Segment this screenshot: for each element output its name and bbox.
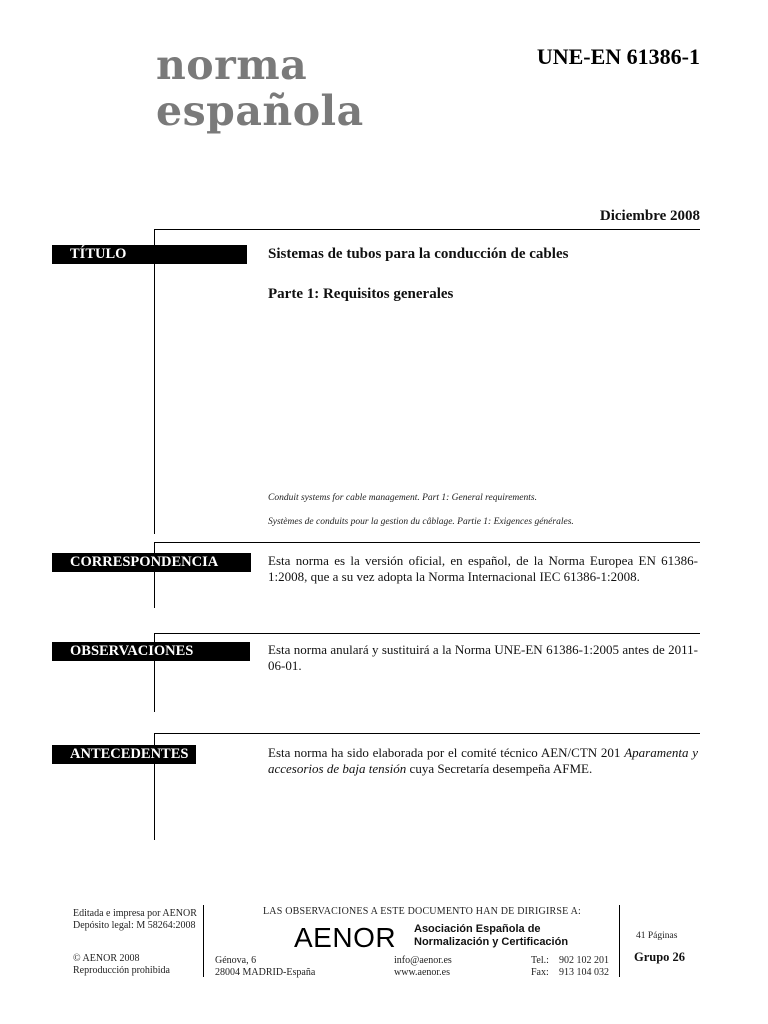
- postal-address: [215, 955, 315, 979]
- website-link[interactable]: www.aenor.es: [394, 967, 451, 978]
- copyright-info: [73, 953, 170, 977]
- document-title: Sistemas de tubos para la conducción de cables: [268, 246, 569, 262]
- observations-notice: LAS OBSERVACIONES A ESTE DOCUMENTO HAN DE DIRIGIRSE A:: [263, 906, 581, 917]
- document-part-title: Parte 1: Requisitos generales: [268, 286, 454, 302]
- reproduction-notice: Reproducción prohibida: [73, 965, 170, 976]
- section-label-observaciones: OBSERVACIONES: [52, 642, 250, 661]
- contact-phone-labels: [531, 955, 549, 979]
- fax-number: 913 104 032: [559, 967, 609, 978]
- observaciones-top-rule: [154, 633, 700, 634]
- section-label-correspondencia: CORRESPONDENCIA: [52, 553, 251, 572]
- tel-number: 902 102 201: [559, 955, 609, 966]
- committee-name: Aparamenta y accesorios de baja tensión: [268, 745, 698, 776]
- standard-code: UNE-EN 61386-1: [536, 44, 700, 69]
- titulo-vertical-rule: [154, 229, 155, 534]
- antecedentes-top-rule: [154, 733, 700, 734]
- antecedentes-text-tail: cuya Secretaría desempeña AFME.: [406, 761, 593, 776]
- publication-date: Diciembre 2008: [599, 208, 700, 224]
- page-count: 41 Páginas: [636, 931, 678, 941]
- section-label-antecedentes: ANTECEDENTES: [52, 745, 196, 764]
- edition-info: [73, 908, 197, 932]
- correspondencia-text: Esta norma es la versión oficial, en español, de la Norma Europea EN 61386-1:2008, que a su vez adopta la Norma Internacional IEC 61386-1:2008.: [268, 553, 698, 584]
- email-link[interactable]: info@aenor.es: [394, 955, 452, 966]
- edition-line-1: Editada e impresa por AENOR: [73, 908, 197, 919]
- brand-line-1: norma: [156, 41, 308, 89]
- legal-deposit: Depósito legal: M 58264:2008: [73, 920, 196, 931]
- tel-label: Tel.:: [531, 955, 549, 966]
- correspondencia-top-rule: [154, 542, 700, 543]
- brand-line-2: española: [156, 87, 364, 135]
- organization-name-line-1: Asociación Española de: [414, 923, 541, 935]
- address-street: Génova, 6: [215, 955, 257, 966]
- price-group: Grupo 26: [634, 950, 686, 964]
- french-title: Systèmes de conduits pour la gestion du câblage. Partie 1: Exigences générales.: [268, 517, 574, 527]
- contact-phone-values: [559, 955, 609, 979]
- titulo-top-rule: [154, 229, 700, 230]
- observaciones-text: Esta norma anulará y sustituirá a la Norma UNE-EN 61386-1:2005 antes de 2011-06-01.: [268, 642, 698, 673]
- fax-label: Fax:: [531, 967, 549, 978]
- footer-divider-right: [619, 905, 620, 977]
- section-label-titulo: TÍTULO: [52, 245, 247, 264]
- antecedentes-text-lead: Esta norma ha sido elaborada por el comité técnico AEN/CTN 201: [268, 745, 625, 760]
- aenor-logo: AENOR: [294, 922, 397, 953]
- contact-online: [394, 955, 452, 979]
- organization-name-line-2: Normalización y Certificación: [414, 936, 569, 948]
- correspondencia-vertical-rule: [154, 542, 155, 608]
- brand-title: [156, 42, 364, 134]
- organization-name: [414, 923, 568, 949]
- copyright-text: © AENOR 2008: [73, 953, 140, 964]
- english-title: Conduit systems for cable management. Part 1: General requirements.: [268, 493, 537, 503]
- footer-divider-left: [203, 905, 204, 977]
- address-city: 28004 MADRID-España: [215, 967, 316, 978]
- antecedentes-text: [268, 745, 698, 777]
